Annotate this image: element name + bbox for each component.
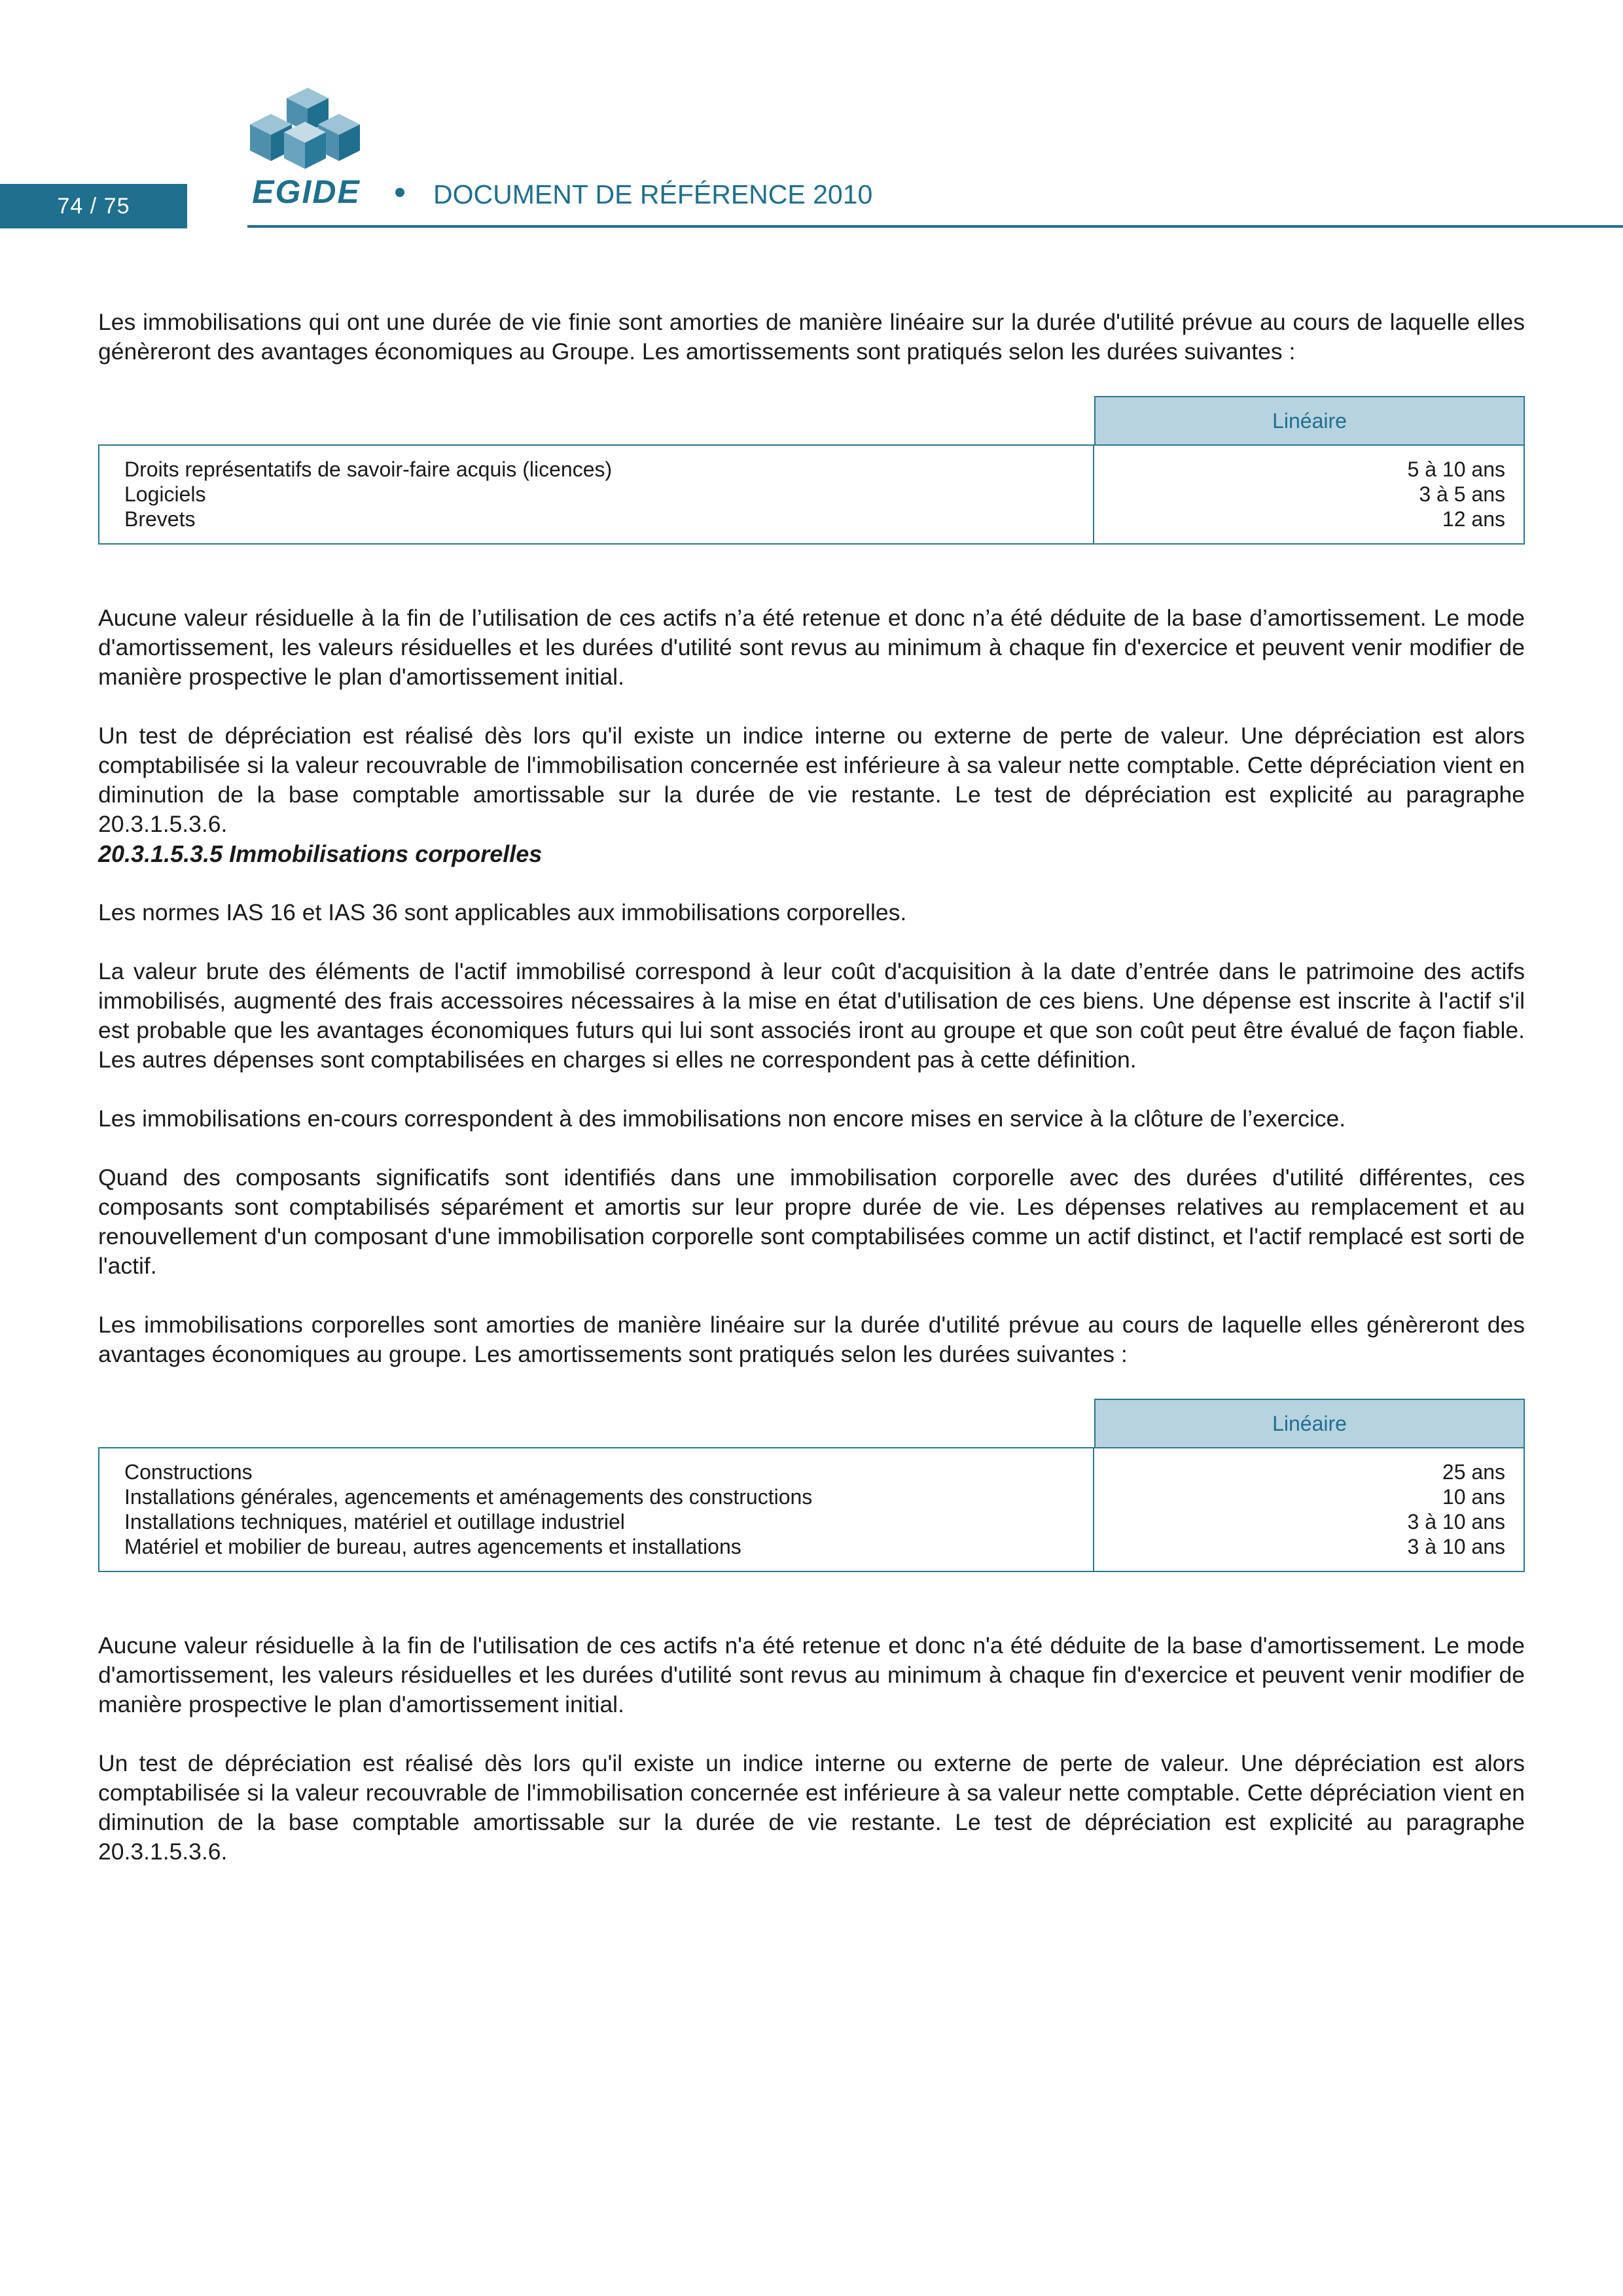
- tangible-amortization-table: [98, 1399, 1525, 1572]
- gross-value-paragraph: La valeur brute des éléments de l'actif immobilisé correspond à leur coût d'acquisition à la date d’entrée dans le patrimoine des actifs immobilisés, augmenté des frais accessoires nécessaires à la mise en état d'utilisation de ces biens. Une dépense est inscrite à l'actif s'il est probable que les avantages économiques futurs qui lui sont associés iront au groupe et que son coût peut être évalué de façon fiable. Les autres dépenses sont comptabilisées en charges si elles ne correspondent pas à cette définition.: [98, 958, 1525, 1073]
- page-content: [98, 308, 1525, 1867]
- in-progress-paragraph: Les immobilisations en-cours correspondent à des immobilisations non encore mises en service à la clôture de l’exercice.: [98, 1105, 1346, 1132]
- egide-logo: [247, 86, 365, 211]
- table-row-value: 5 à 10 ans: [1407, 457, 1505, 481]
- impairment-test-paragraph: Un test de dépréciation est réalisé dès lors qu'il existe un indice interne ou externe de perte de valeur. Une dépréciation est alors comptabilisée si la valeur recouvrable de l'immobilisation concernée est inférieure à sa valeur nette comptable. Cette dépréciation vient en diminution de la base comptable amortissable sur la durée de vie restante. Le test de dépréciation est explicité au paragraphe 20.3.1.5.3.6.: [98, 723, 1525, 837]
- table-header-lineaire: Linéaire: [1094, 1399, 1525, 1448]
- table-header-lineaire: Linéaire: [1094, 396, 1525, 446]
- residual-value-paragraph: Aucune valeur résiduelle à la fin de l'utilisation de ces actifs n'a été retenue et donc n'a été déduite de la base d'amortissement. Le mode d'amortissement, les valeurs résiduelles et les durées d'utilité sont revus au minimum à chaque fin d'exercice et peuvent venir modifier de manière prospective le plan d'amortissement initial.: [98, 1632, 1525, 1717]
- logo-text: EGIDE: [252, 173, 361, 210]
- table-body: [98, 444, 1525, 545]
- table-row-value: 10 ans: [1442, 1485, 1505, 1509]
- table-label-column: [98, 1447, 1094, 1572]
- residual-value-paragraph: Aucune valeur résiduelle à la fin de l’utilisation de ces actifs n’a été retenue et donc n’a été déduite de la base d’amortissement. Le mode d'amortissement, les valeurs résiduelles et les durées d'utilité sont revus au minimum à chaque fin d'exercice et peuvent venir modifier de manière prospective le plan d'amortissement initial.: [98, 605, 1525, 690]
- section-heading: 20.3.1.5.3.5 Immobilisations corporelles: [98, 840, 543, 867]
- table-value-column: [1094, 444, 1525, 545]
- table-row-value: 3 à 5 ans: [1419, 482, 1505, 506]
- header-divider: [247, 225, 1623, 228]
- table-header-row: [98, 396, 1525, 446]
- table-row-label: Matériel et mobilier de bureau, autres agencements et installations: [124, 1535, 741, 1558]
- table-body: [98, 1447, 1525, 1572]
- table-row-value: 25 ans: [1442, 1460, 1505, 1484]
- linear-amortization-paragraph: Les immobilisations corporelles sont amorties de manière linéaire sur la durée d'utilité prévue au cours de laquelle elles génèreront des avantages économiques au groupe. Les amortissements sont pratiqués selon les durées suivantes :: [98, 1312, 1525, 1367]
- table-row-value: 3 à 10 ans: [1407, 1535, 1505, 1558]
- table-row-label: Logiciels: [124, 482, 206, 506]
- table-row-value: 12 ans: [1442, 507, 1505, 531]
- table-row-label: Installations techniques, matériel et outillage industriel: [124, 1510, 625, 1534]
- intro-paragraph: Les immobilisations qui ont une durée de vie finie sont amorties de manière linéaire sur la durée d'utilité prévue au cours de laquelle elles génèreront des avantages économiques au Groupe. Les amortissements sont pratiqués selon les durées suivantes :: [98, 309, 1525, 365]
- page-indicator: 74 / 75: [0, 184, 187, 228]
- table-row-label: Droits représentatifs de savoir-faire acquis (licences): [124, 457, 613, 481]
- table-label-column: [98, 444, 1094, 545]
- intangible-amortization-table: [98, 396, 1525, 545]
- impairment-test-paragraph: Un test de dépréciation est réalisé dès lors qu'il existe un indice interne ou externe de perte de valeur. Une dépréciation est alors comptabilisée si la valeur recouvrable de l'immobilisation concernée est inférieure à sa valeur nette comptable. Cette dépréciation vient en diminution de la base comptable amortissable sur la durée de vie restante. Le test de dépréciation est explicité au paragraphe 20.3.1.5.3.6.: [98, 1750, 1525, 1865]
- document-title: DOCUMENT DE RÉFÉRENCE 2010: [433, 179, 873, 209]
- components-paragraph: Quand des composants significatifs sont identifiés dans une immobilisation corporelle avec des durées d'utilité différentes, ces composants sont comptabilisés séparément et amortis sur leur propre durée de vie. Les dépenses relatives au remplacement et au renouvellement d'un composant d'une immobilisation corporelle sont comptabilisées comme un actif distinct, et l'actif remplacé est sorti de l'actif.: [98, 1164, 1525, 1279]
- table-value-column: [1094, 1447, 1525, 1572]
- norms-paragraph: Les normes IAS 16 et IAS 36 sont applicables aux immobilisations corporelles.: [98, 899, 907, 925]
- table-row-label: Constructions: [124, 1460, 253, 1484]
- table-row-label: Brevets: [124, 507, 196, 531]
- cubes-logo-icon: [247, 86, 365, 171]
- header-bullet: [395, 188, 404, 197]
- table-header-row: [98, 1399, 1525, 1448]
- table-row-value: 3 à 10 ans: [1407, 1510, 1505, 1534]
- table-row-label: Installations générales, agencements et aménagements des constructions: [124, 1485, 813, 1509]
